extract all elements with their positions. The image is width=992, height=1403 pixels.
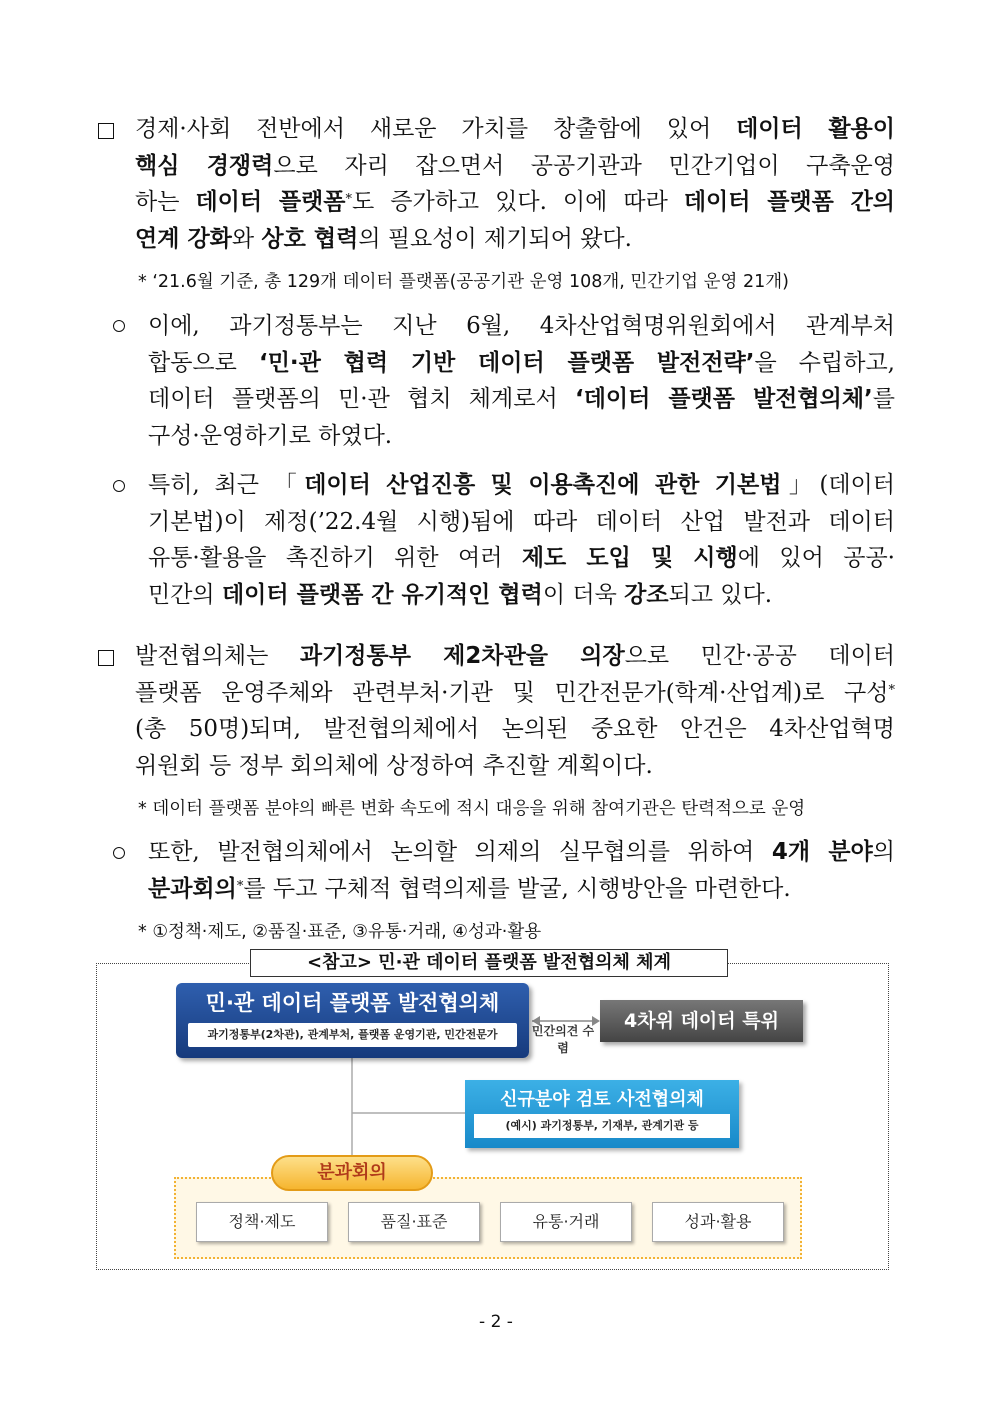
bold-text: ‘민·관 협력 기반 데이터 플랫폼 발전전략’: [258, 349, 755, 376]
opinion-gathering-label: 민간의견 수렴: [531, 1024, 595, 1055]
page-number: - 2 -: [479, 1312, 513, 1332]
bold-text: 데이터 플랫폼 간의: [683, 189, 896, 215]
bold-text: 핵심 경쟁력: [135, 152, 274, 179]
bold-text: 제도 도입 및 시행: [521, 545, 738, 571]
text-line: 연계 강화와 상호 협력의 필요성이 제기되어 왔다.: [135, 225, 632, 252]
footnote-flexible-operation: * 데이터 플랫폼 분야의 빠른 변화 속도에 적시 대응을 위해 참여기관은 탄력적으로 운영: [138, 799, 806, 819]
text-line: 기본법)이 제정(’22.4월 시행)됨에 따라 데이터 산업 발전과 데이터: [148, 508, 895, 535]
bold-text: 분과회의: [148, 875, 237, 902]
text-line: 경제·사회 전반에서 새로운 가치를 창출함에 있어 데이터 활용이: [135, 116, 895, 142]
council-main-title: 민·관 데이터 플랫폼 발전협의체: [205, 991, 500, 1015]
text-line: (총 50명)되며, 발전협의체에서 논의된 중요한 안건은 4차산업혁명: [135, 716, 895, 742]
footnote-marker: *: [236, 878, 244, 894]
bold-text: 데이터 활용이: [736, 116, 895, 142]
category-policy: 정책·제도: [196, 1202, 328, 1242]
bold-text: 상호 협력: [261, 225, 359, 252]
text-line: 특히, 최근 「데이터 산업진흥 및 이용촉진에 관한 기본법」(데이터: [148, 472, 895, 498]
council-main-members: 과기정통부(2차관), 관계부처, 플랫폼 운영기관, 민간전문가: [188, 1023, 517, 1047]
bold-text: 연계 강화: [135, 225, 232, 252]
bold-text: 강조: [624, 581, 669, 608]
text-line: 유통·활용을 촉진하기 위한 여러 제도 도입 및 시행에 있어 공공·: [148, 545, 895, 571]
bold-text: 데이터 산업진흥 및 이용촉진에 관한 기본법: [304, 472, 782, 498]
bold-text: 과기정통부 제2차관을 의장: [299, 643, 625, 669]
bold-text: 데이터 플랫폼 간 유기적인 협력: [221, 581, 543, 608]
category-performance: 성과·활용: [652, 1202, 784, 1242]
text-line: 합동으로 ‘민·관 협력 기반 데이터 플랫폼 발전전략’을 수립하고,: [148, 349, 895, 376]
bold-text: ‘데이터 플랫폼 발전협의체’: [574, 386, 873, 412]
pre-review-council-title: 신규분야 검토 사전협의체: [500, 1089, 704, 1110]
text-line: 분과회의*를 두고 구체적 협력의제를 발굴, 시행방안을 마련한다.: [148, 875, 791, 902]
category-distribution: 유통·거래: [500, 1202, 632, 1242]
footnote-marker: *: [888, 682, 895, 698]
pre-review-council-members: (예시) 과기정통부, 기재부, 관계기관 등: [474, 1114, 730, 1138]
text-line: 하는 데이터 플랫폼*도 증가하고 있다. 이에 따라 데이터 플랫폼 간의: [135, 189, 896, 215]
text-line: 민간의 데이터 플랫폼 간 유기적인 협력이 더욱 강조되고 있다.: [148, 581, 773, 608]
category-quality: 품질·표준: [348, 1202, 480, 1242]
subcommittee-label: 분과회의: [271, 1155, 433, 1191]
text-line: 데이터 플랫폼의 민·관 협치 체계로서 ‘데이터 플랫폼 발전협의체’를: [148, 386, 896, 412]
pre-review-council-box: [465, 1080, 739, 1148]
text-line: 구성·운영하기로 하였다.: [148, 422, 393, 449]
bold-text: 4개 분야: [771, 839, 873, 865]
council-main-box: [176, 983, 529, 1058]
footnote-four-fields: * ①정책·제도, ②품질·표준, ③유통·거래, ④성과·활용: [138, 922, 542, 942]
diagram-title: <참고> 민·관 데이터 플랫폼 발전협의체 체계: [250, 949, 728, 977]
text-line: 위원회 등 정부 회의체에 상정하여 추진할 계획이다.: [135, 752, 653, 779]
footnote-platform-count: * ‘21.6월 기준, 총 129개 데이터 플랫폼(공공기관 운영 108개, 민간기업 운영 21개): [138, 272, 789, 292]
bold-text: 데이터 플랫폼: [195, 189, 346, 215]
footnote-marker: *: [345, 192, 352, 207]
text-line: 발전협의체는 과기정통부 제2차관을 의장으로 민간·공공 데이터: [135, 643, 896, 669]
data-committee-box: 4차위 데이터 특위: [600, 1000, 803, 1042]
text-line: 플랫폼 운영주체와 관련부처·기관 및 민간전문가(학계·산업계)로 구성*: [135, 679, 895, 706]
text-line: 또한, 발전협의체에서 논의할 의제의 실무협의를 위하여 4개 분야의: [148, 839, 895, 865]
text-line: 핵심 경쟁력으로 자리 잡으면서 공공기관과 민간기업이 구축운영: [135, 152, 895, 179]
text-line: 이에, 과기정통부는 지난 6월, 4차산업혁명위원회에서 관계부처: [148, 313, 895, 339]
